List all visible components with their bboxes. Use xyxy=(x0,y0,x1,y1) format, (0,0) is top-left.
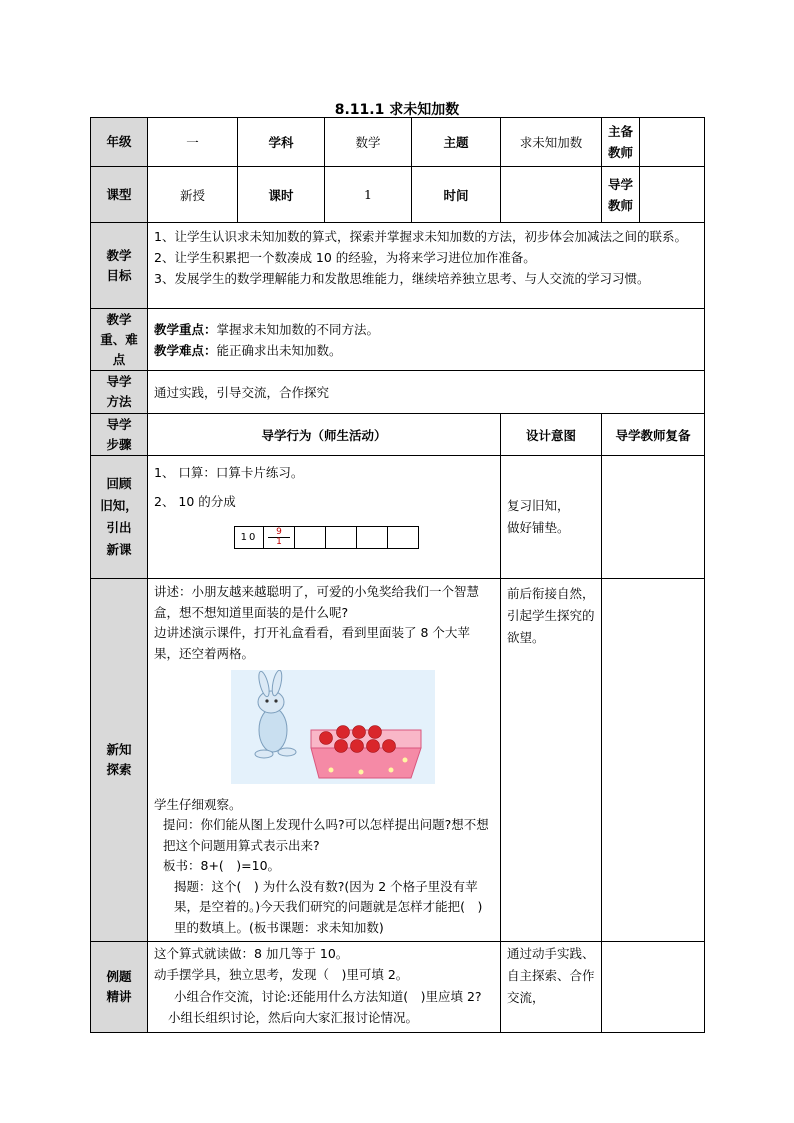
review-label-line3: 引出 xyxy=(106,520,132,535)
split-fraction xyxy=(264,527,295,549)
split-grid-head: 10 xyxy=(235,527,264,549)
grade-value: 一 xyxy=(148,118,238,167)
explore-notes xyxy=(602,579,705,942)
example-paragraph: 动手摆学具，独立思考，发现（ )里可填 2。 xyxy=(154,967,409,982)
time-value xyxy=(501,167,602,223)
keypoints-content xyxy=(148,309,705,371)
explore-paragraph: 讲述：小朋友越来越聪明了，可爱的小兔奖给我们一个智慧盒，想不想知道里面装的是什么呢? xyxy=(154,584,480,620)
lead-teacher-label xyxy=(602,118,640,167)
method-content: 通过实践，引导交流，合作探究 xyxy=(148,371,705,414)
subject-label: 学科 xyxy=(238,118,325,167)
difficult-point-text: 能正确求出未知加数。 xyxy=(216,342,342,358)
example-row xyxy=(91,942,705,1033)
difficult-point-title: 教学难点： xyxy=(154,342,217,358)
keypoints-label xyxy=(91,309,148,371)
goals-label xyxy=(91,223,148,309)
split-cell xyxy=(388,527,419,549)
topic-label: 主题 xyxy=(412,118,501,167)
review-line-2: 2、 10 的分成 xyxy=(154,494,236,509)
review-intent xyxy=(501,456,602,579)
keypoints-row xyxy=(91,309,705,371)
review-label xyxy=(91,456,148,579)
review-intent-line2: 做好铺垫。 xyxy=(507,520,570,535)
lesson-type-value: 新授 xyxy=(148,167,238,223)
goals-row xyxy=(91,223,705,309)
activity-column-header: 导学行为（师生活动） xyxy=(148,414,501,456)
steps-label-line1: 导学 xyxy=(106,416,132,432)
example-paragraph: 小组合作交流，讨论:还能用什么方法知道( )里应填 2? xyxy=(174,989,482,1004)
guide-teacher-value xyxy=(640,167,705,223)
review-notes xyxy=(602,456,705,579)
split-cell xyxy=(295,527,326,549)
keypoints-label-line2: 重、难 xyxy=(100,331,138,347)
review-column-header: 导学教师复备 xyxy=(602,414,705,456)
example-paragraph: 这个算式就读做：8 加几等于 10。 xyxy=(154,946,349,961)
lead-teacher-value xyxy=(640,118,705,167)
explore-paragraph: 板书：8+( )=10。 xyxy=(163,858,281,873)
topic-value: 求未知加数 xyxy=(501,118,602,167)
lead-teacher-label-line1: 主备 xyxy=(607,124,633,139)
guide-teacher-label xyxy=(602,167,640,223)
document-title: 8.11.1 求未知加数 xyxy=(334,102,460,118)
key-point xyxy=(154,319,698,340)
goals-label-line1: 教学 xyxy=(106,247,132,263)
steps-header-row xyxy=(91,414,705,456)
key-point-text: 掌握求未知加数的不同方法。 xyxy=(216,321,380,337)
example-content xyxy=(148,942,501,1033)
example-label xyxy=(91,942,148,1033)
explore-content xyxy=(148,579,501,942)
example-intent: 通过动手实践、自主探索、合作交流， xyxy=(501,942,602,1033)
guide-teacher-label-line2: 教师 xyxy=(607,197,633,213)
split-top-number: 9 xyxy=(276,527,282,537)
review-row xyxy=(91,456,705,579)
keypoints-label-line3: 点 xyxy=(112,351,126,367)
lesson-type-label: 课型 xyxy=(91,167,148,223)
split-bottom-number: 1 xyxy=(276,537,282,547)
explore-intent: 前后衔接自然，引起学生探究的欲望。 xyxy=(501,579,602,942)
review-label-line2: 旧知， xyxy=(100,498,138,513)
rabbit-apple-box-image xyxy=(231,670,435,784)
goal-item: 3、发展学生的数学理解能力和发散思维能力，继续培养独立思考、与人交流的学习习惯。 xyxy=(154,271,650,286)
review-label-line1: 回顾 xyxy=(106,476,132,491)
split-grid xyxy=(234,526,419,549)
grade-label: 年级 xyxy=(91,118,148,167)
keypoints-label-line1: 教学 xyxy=(106,311,132,327)
lead-teacher-label-line2: 教师 xyxy=(607,145,633,160)
info-row-1 xyxy=(91,118,705,167)
steps-label-line2: 步骤 xyxy=(106,436,132,452)
goals-content xyxy=(148,223,705,309)
goals-label-line2: 目标 xyxy=(106,267,132,283)
key-point-title: 教学重点： xyxy=(154,321,217,337)
method-label-line2: 方法 xyxy=(106,394,132,409)
period-value: 1 xyxy=(325,167,412,223)
method-label xyxy=(91,371,148,414)
split-cell xyxy=(357,527,388,549)
example-notes xyxy=(602,942,705,1033)
example-paragraph: 小组长组织讨论，然后向大家汇报讨论情况。 xyxy=(168,1010,419,1025)
lesson-plan-table xyxy=(90,117,705,1033)
explore-label-line1: 新知 xyxy=(106,742,132,757)
info-row-2 xyxy=(91,167,705,223)
explore-paragraph: 提问：你们能从图上发现什么吗?可以怎样提出问题?想不想把这个问题用算式表示出来? xyxy=(163,817,489,853)
review-intent-line1: 复习旧知， xyxy=(507,498,570,513)
difficult-point xyxy=(154,340,698,361)
review-label-line4: 新课 xyxy=(106,542,132,557)
period-label: 课时 xyxy=(238,167,325,223)
explore-label-line2: 探索 xyxy=(106,762,132,777)
split-cell xyxy=(326,527,357,549)
time-label: 时间 xyxy=(412,167,501,223)
example-label-line2: 精讲 xyxy=(106,989,132,1004)
guide-teacher-label-line1: 导学 xyxy=(607,176,633,192)
explore-paragraph: 边讲述演示课件，打开礼盒看看，看到里面装了 8 个大苹果，还空着两格。 xyxy=(154,625,470,661)
explore-paragraph: 揭题：这个( ) 为什么没有数?(因为 2 个格子里没有苹果，是空着的。)今天我们研究的问题就是怎样才能把( )里的数填上。(板书课题：求未知加数) xyxy=(174,878,483,935)
goal-item: 2、让学生积累把一个数凑成 10 的经验，为将来学习进位加作准备。 xyxy=(154,250,536,265)
goal-item: 1、让学生认识求未知加数的算式，探索并掌握求未知加数的方法，初步体会加减法之间的联系。 xyxy=(154,229,687,244)
intent-column-header: 设计意图 xyxy=(501,414,602,456)
example-label-line1: 例题 xyxy=(106,969,132,984)
explore-paragraph: 学生仔细观察。 xyxy=(154,796,242,812)
subject-value: 数学 xyxy=(325,118,412,167)
review-content xyxy=(148,456,501,579)
explore-label xyxy=(91,579,148,942)
steps-label xyxy=(91,414,148,456)
method-row xyxy=(91,371,705,414)
review-line-1: 1、 口算：口算卡片练习。 xyxy=(154,465,304,480)
method-label-line1: 导学 xyxy=(106,374,132,389)
explore-row xyxy=(91,579,705,942)
